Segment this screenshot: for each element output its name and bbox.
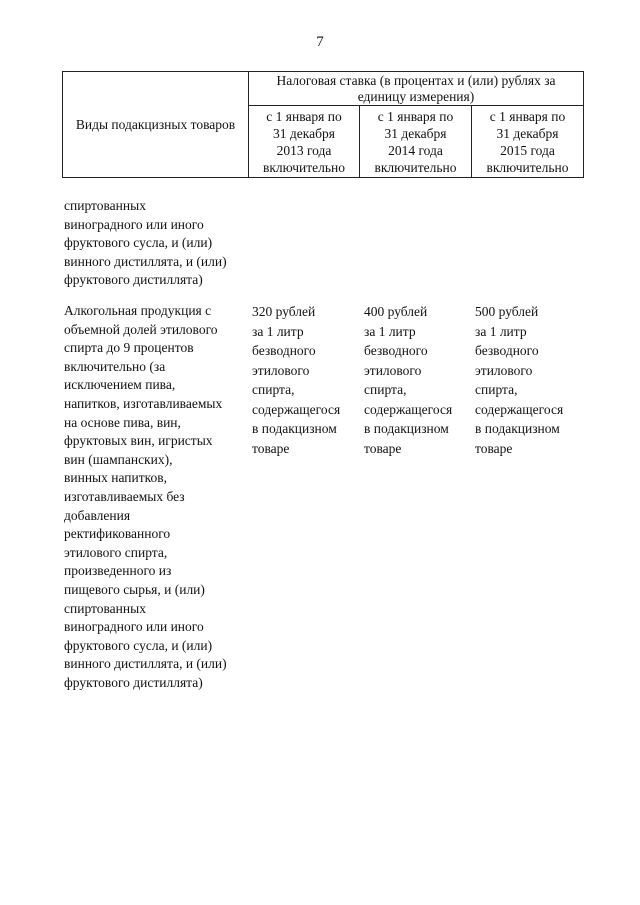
- text-line: в подакцизном: [475, 421, 560, 436]
- text-line: товаре: [252, 440, 290, 456]
- period-line: 31 декабря: [273, 126, 335, 141]
- text-line: винных напитков,: [64, 470, 168, 486]
- text-line: изготавливаемых без: [64, 488, 185, 504]
- text-line: добавления: [64, 507, 131, 523]
- text-line: включительно (за: [64, 358, 166, 374]
- text-line: этилового: [252, 362, 310, 378]
- rate-2015: [475, 302, 579, 458]
- text-line: за 1 литр: [252, 323, 304, 339]
- text-line: спиртованных: [64, 198, 146, 213]
- text-line: фруктового сусла, и (или): [64, 235, 213, 251]
- text-line: на основе пива, вин,: [64, 414, 181, 430]
- period-line: 31 декабря: [384, 126, 447, 141]
- period-line: с 1 января по: [489, 109, 566, 124]
- text-line: Алкогольная продукция с: [64, 303, 212, 318]
- text-line: пищевого сырья, и (или): [64, 581, 205, 597]
- period-line: 31 декабря: [496, 126, 559, 141]
- text-line: виноградного или иного: [64, 619, 204, 635]
- tax-rate-header: [249, 72, 583, 106]
- period-line: включительно: [262, 160, 345, 175]
- text-line: спирта до 9 процентов: [64, 340, 194, 356]
- text-line: товаре: [364, 440, 402, 456]
- text-line: произведенного из: [64, 563, 172, 579]
- period-line: включительно: [374, 160, 457, 175]
- text-line: товаре: [475, 440, 513, 456]
- period-2015-header: [472, 106, 583, 177]
- text-line: винного дистиллята, и (или): [64, 656, 227, 672]
- text-line: спиртованных: [64, 600, 146, 616]
- text-line: в подакцизном: [252, 421, 337, 436]
- text-line: спирта,: [364, 382, 407, 397]
- text-line: содержащегося: [364, 401, 453, 417]
- text-line: безводного: [364, 343, 428, 358]
- period-line: включительно: [486, 160, 569, 175]
- text-line: фруктовых вин, игристых: [64, 433, 213, 449]
- text-line: за 1 литр: [475, 323, 527, 339]
- text-line: этилового: [475, 362, 533, 378]
- text-line: спирта,: [252, 382, 295, 397]
- period-2013-header: [249, 106, 360, 177]
- period-line: 2014 года: [388, 143, 443, 158]
- text-line: содержащегося: [252, 401, 341, 417]
- text-line: 320 рублей: [252, 304, 316, 319]
- text-line: объемной долей этилового: [64, 321, 218, 337]
- tax-rate-header-line: единицу измерения): [357, 89, 475, 104]
- period-line: с 1 января по: [377, 109, 454, 124]
- rate-2013: [252, 302, 356, 458]
- text-line: винного дистиллята, и (или): [64, 253, 227, 269]
- text-line: фруктового сусла, и (или): [64, 637, 213, 653]
- kinds-column-header: Виды подакцизных товаров: [63, 72, 249, 177]
- text-line: фруктового дистиллята): [64, 674, 203, 690]
- rate-2014: [364, 302, 468, 458]
- text-line: спирта,: [475, 382, 518, 397]
- text-line: исключением пива,: [64, 377, 176, 393]
- period-line: с 1 января по: [266, 109, 342, 124]
- text-line: этилового спирта,: [64, 544, 168, 560]
- period-line: 2013 года: [276, 143, 332, 158]
- text-line: этилового: [364, 362, 422, 378]
- tax-rate-header-line: Налоговая ставка (в процентах и (или) рублях за: [276, 73, 556, 88]
- text-line: за 1 литр: [364, 323, 416, 339]
- period-2014-header: [360, 106, 472, 177]
- text-line: в подакцизном: [364, 421, 449, 436]
- period-line: 2015 года: [500, 143, 555, 158]
- text-line: безводного: [475, 343, 539, 358]
- text-line: 500 рублей: [475, 304, 539, 319]
- text-line: содержащегося: [475, 401, 564, 417]
- table-header: [62, 71, 584, 178]
- text-line: 400 рублей: [364, 304, 428, 319]
- page-number: 7: [316, 34, 324, 50]
- text-line: напитков, изготавливаемых: [64, 395, 223, 411]
- text-line: фруктового дистиллята): [64, 272, 203, 288]
- product-description: [64, 302, 252, 692]
- product-description-continued: [64, 197, 252, 290]
- text-line: вин (шампанских),: [64, 451, 173, 467]
- text-line: виноградного или иного: [64, 216, 204, 232]
- text-line: безводного: [252, 343, 316, 358]
- text-line: ректификованного: [64, 526, 171, 542]
